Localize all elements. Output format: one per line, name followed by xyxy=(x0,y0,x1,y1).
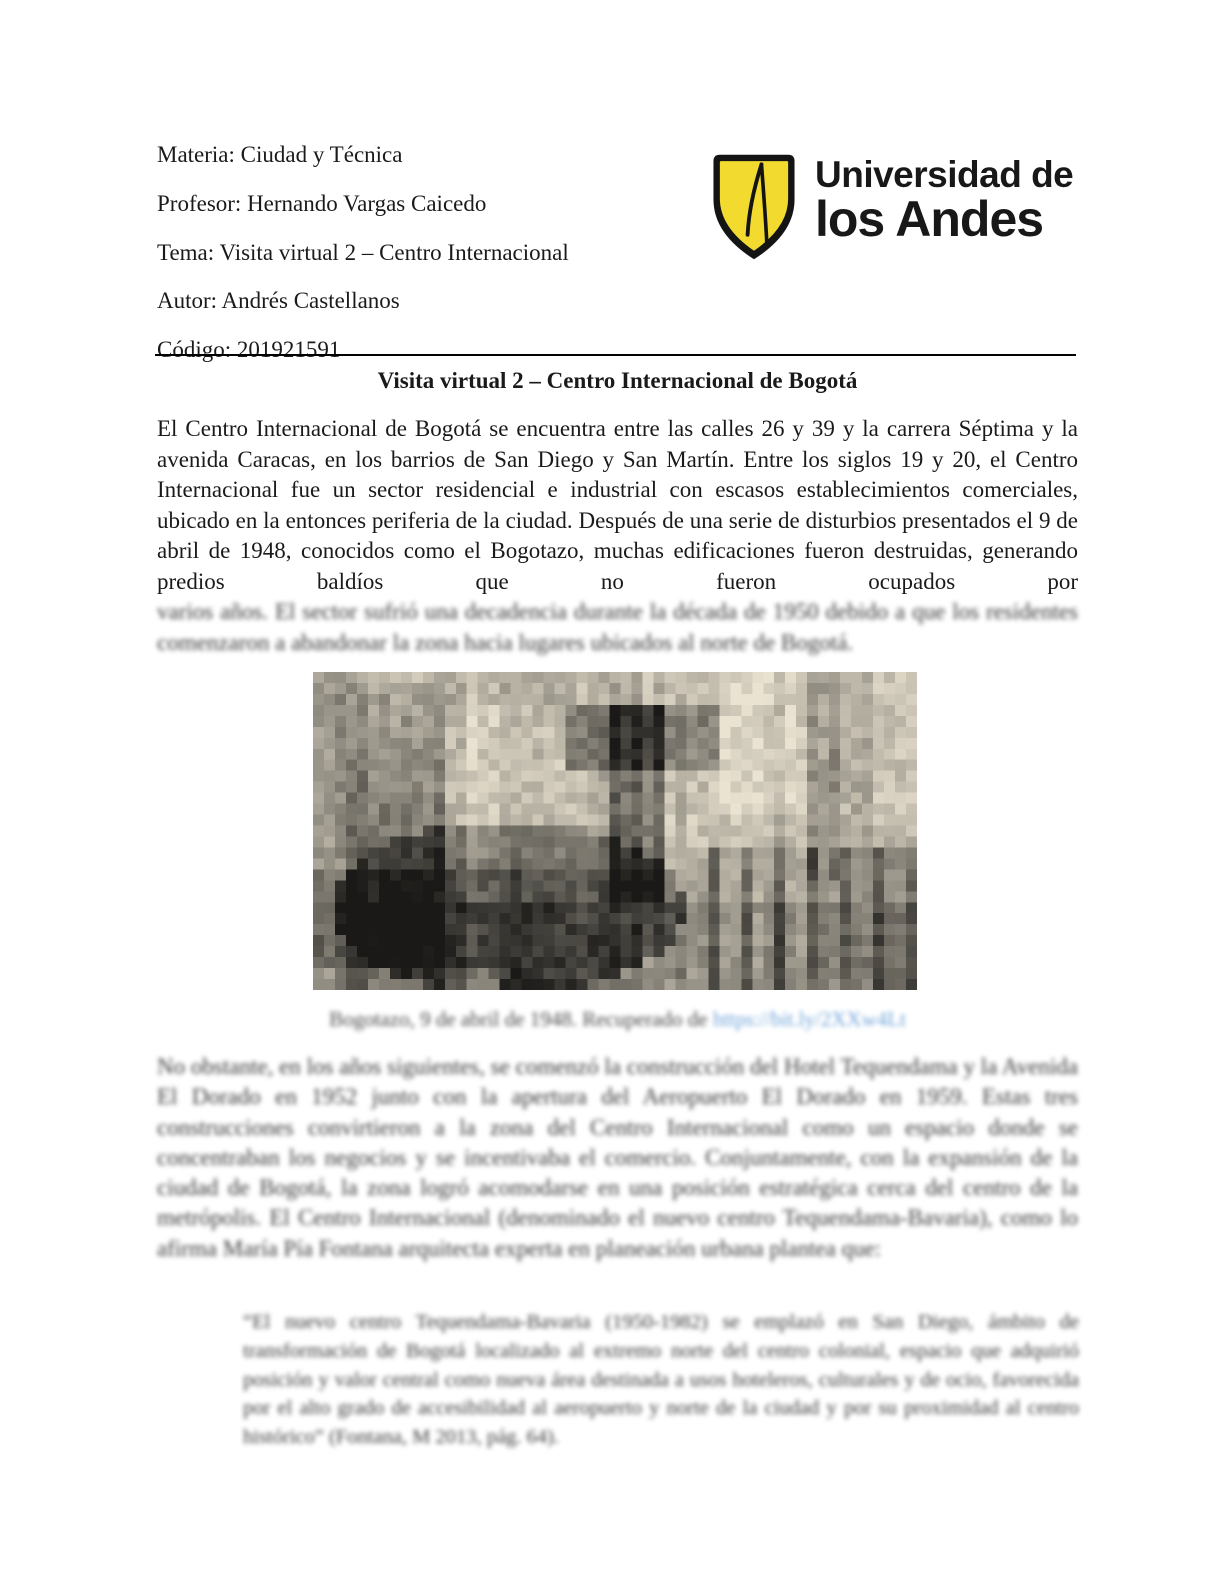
page-title: Visita virtual 2 – Centro Internacional de Bogotá xyxy=(377,368,858,393)
course-header xyxy=(157,131,717,375)
header-codigo: Código: 201921591 xyxy=(157,337,341,363)
caption-text: Bogotazo, 9 de abril de 1948. Recuperado de xyxy=(329,1007,713,1031)
paragraph-1-blurred-tail: varios años. El sector sufrió una decadencia durante la década de 1950 debido a que los residentes comenzaron a abandonar la zona hacia lugares ubicados al norte de Bogotá. xyxy=(157,599,1078,655)
uniandes-logo xyxy=(706,151,1073,263)
paragraph-2-blurred: No obstante, en los años siguientes, se comenzó la construcción del Hotel Tequendama y la Avenida El Dorado en 1952 junto con la apertura del Aeropuerto El Dorado en 1959. Estas tres construcciones convirtieron a la zona del Centro Internacional como un espacio donde se concentraban los negocios y se incentivaba el comercio. Conjuntamente, con la expansión de la ciudad de Bogotá, la zona logró acomodarse en una posición estratégica cerca del centro de la metrópolis. El Centro Internacional (denominado el nuevo centro Tequendama-Bavaria), como lo afirma María Pía Fontana arquitecta experta en planeación urbana plantea que: xyxy=(157,1054,1078,1261)
header-tema: Tema: Visita virtual 2 – Centro Internacional xyxy=(157,239,569,265)
header-divider xyxy=(155,354,1076,356)
paragraph-1: El Centro Internacional de Bogotá se encuentra entre las calles 26 y 39 y la carrera Séptima y la avenida Caracas, en los barrios de San Diego y San Martín. Entre los siglos 19 y 20, el Centro Internacional fue un sector residencial e industrial con escasos establecimientos comerciales, ubicado en la entonces periferia de la ciudad. Después de una serie de disturbios presentados el 9 de abril de 1948, conocidos como el Bogotazo, muchas edificaciones fueron destruidas, generando predios baldíos que no fueron ocupados por xyxy=(157,416,1078,594)
logo-line-1: Universidad de xyxy=(815,154,1074,195)
header-materia: Materia: Ciudad y Técnica xyxy=(157,142,403,167)
logo-line-2: los Andes xyxy=(815,190,1044,247)
header-autor: Autor: Andrés Castellanos xyxy=(157,288,400,314)
bogotazo-photo-mosaic xyxy=(313,672,917,990)
header-profesor: Profesor: Hernando Vargas Caicedo xyxy=(157,190,487,216)
uniandes-shield-icon xyxy=(706,151,802,263)
uniandes-logo-text xyxy=(815,154,1074,247)
block-quote-blurred: “El nuevo centro Tequendama-Bavaria (1950-1982) se emplazó en San Diego, ámbito de transformación de Bogotá localizado al extremo norte del centro colonial, espacio que adquirió posición y valor central como nueva área destinada a usos hoteleros, culturales y de ocio, favorecida por el alto grado de accesibilidad al aeropuerto y norte de la ciudad y por su proximidad al centro histórico” (Fontana, M 2013, pág. 64). xyxy=(243,1311,1079,1449)
historical-photo xyxy=(313,672,917,990)
photo-caption xyxy=(157,1005,1078,1033)
caption-link[interactable]: https://bit.ly/2XXw4Lt xyxy=(712,1007,906,1031)
